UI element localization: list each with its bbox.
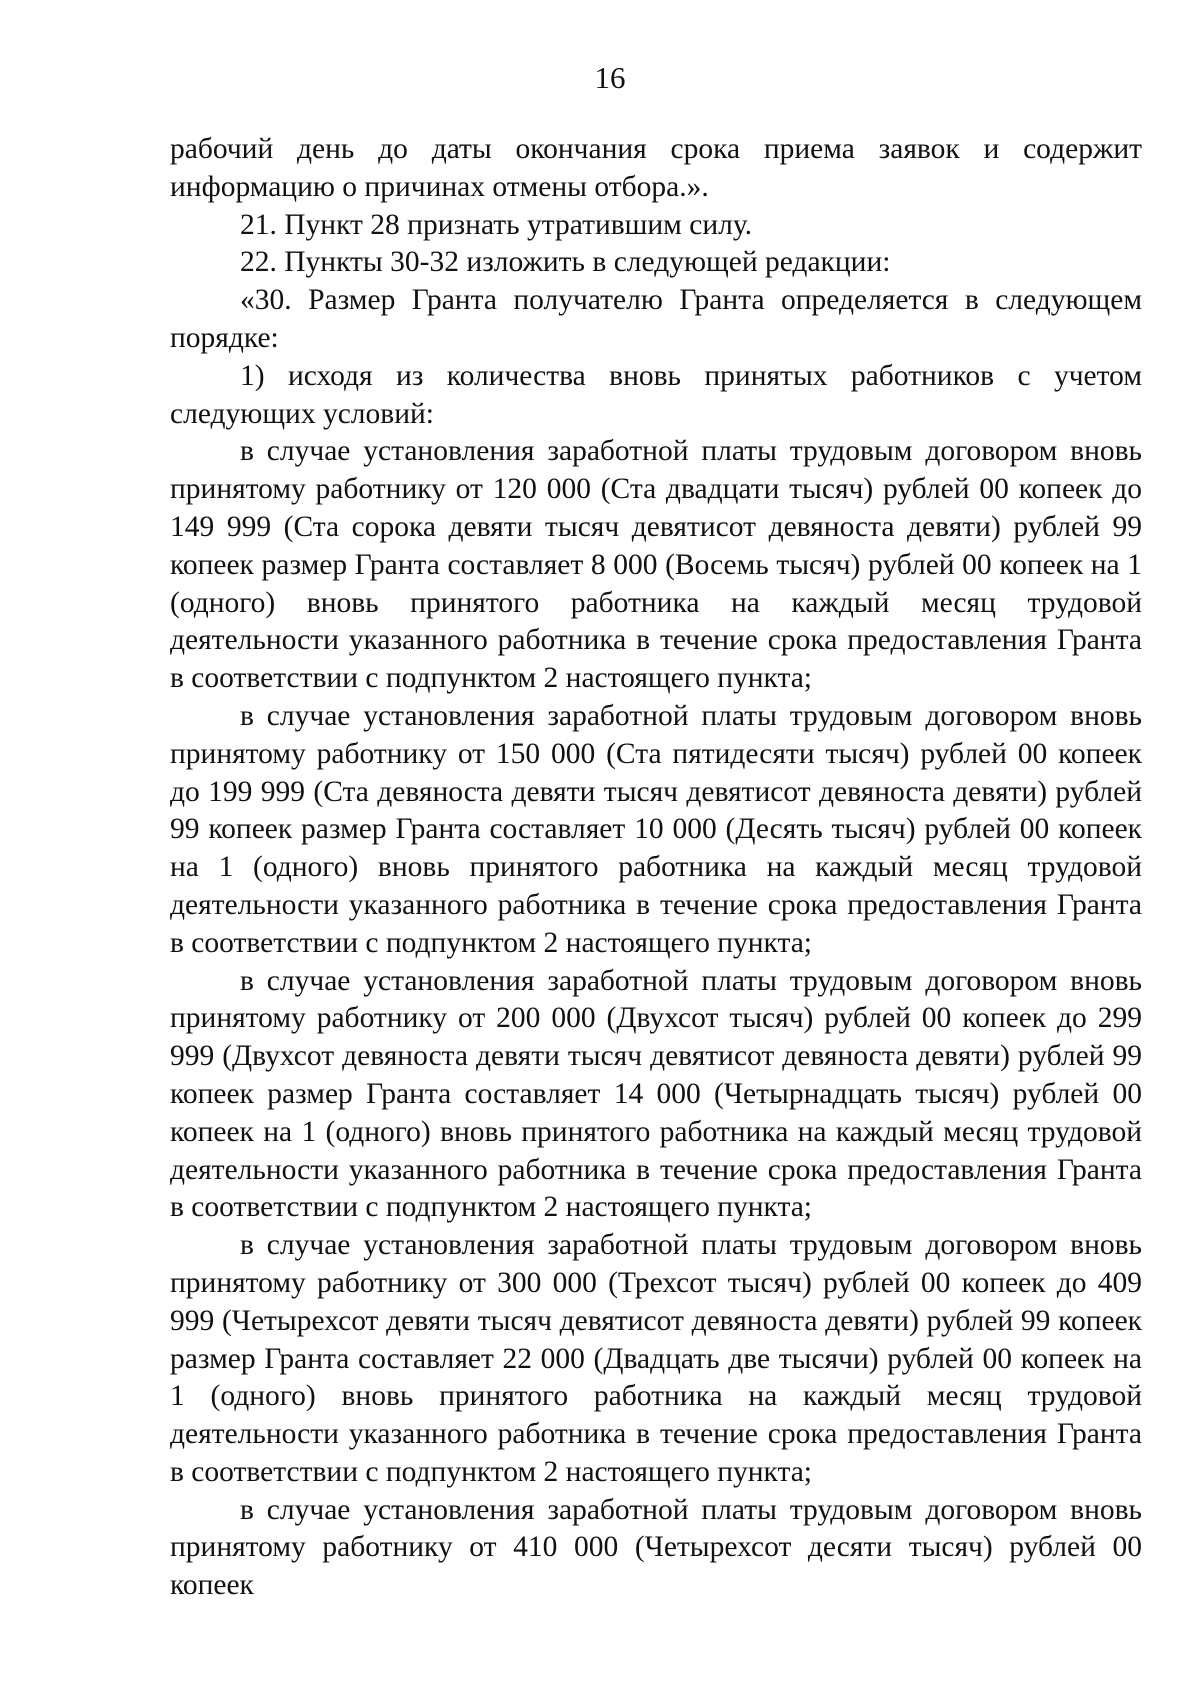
document-body	[170, 131, 1142, 1605]
page-number: 16	[594, 60, 626, 95]
paragraph-subpoint-1: 1) исходя из количества вновь принятых работников с учетом следующих условий:	[170, 359, 1142, 430]
paragraph-item-22: 22. Пункты 30-32 изложить в следующей редакции:	[240, 246, 891, 279]
paragraph-continuation: рабочий день до даты окончания срока приема заявок и содержит информацию о причинах отмены отбора.».	[170, 133, 1142, 203]
paragraph-item-21: 21. Пункт 28 признать утратившим силу.	[240, 208, 753, 241]
paragraph-point-30: «30. Размер Гранта получателю Гранта определяется в следующем порядке:	[170, 284, 1142, 354]
paragraph-case-410000: в случае установления заработной платы трудовым договором вновь принятому работнику от 410 000 (Четырехсот десяти тысяч) рублей 00 копеек	[170, 1493, 1142, 1602]
paragraph-case-200000: в случае установления заработной платы трудовым договором вновь принятому работнику от 200 000 (Двухсот тысяч) рублей 00 копеек до 299 999 (Двухсот девяноста девяти тысяч девятисот девяноста девяти) рублей 99 копеек размер Гранта составляет 14 000 (Четырнадцать тысяч) рублей 00 копеек на 1 (одного) вновь принятого работника на каждый месяц трудовой деятельности указанного работника в течение срока предоставления Гранта в соответствии с подпунктом 2 настоящего пункта;	[170, 964, 1142, 1224]
paragraph-case-300000: в случае установления заработной платы трудовым договором вновь принятому работнику от 300 000 (Трехсот тысяч) рублей 00 копеек до 409 999 (Четырехсот девяти тысяч девятисот девяноста девяти) рублей 99 копеек размер Гранта составляет 22 000 (Двадцать две тысячи) рублей 00 копеек на 1 (одного) вновь принятого работника на каждый месяц трудовой деятельности указанного работника в течение срока предоставления Гранта в соответствии с подпунктом 2 настоящего пункта;	[170, 1229, 1142, 1488]
paragraph-case-120000: в случае установления заработной платы трудовым договором вновь принятому работнику от 120 000 (Ста двадцати тысяч) рублей 00 копеек до 149 999 (Ста сорока девяти тысяч девятисот девяноста девяти) рублей 99 копеек размер Гранта составляет 8 000 (Восемь тысяч) рублей 00 копеек на 1 (одного) вновь принятого работника на каждый месяц трудовой деятельности указанного работника в течение срока предоставления Гранта в соответствии с подпунктом 2 настоящего пункта;	[170, 435, 1142, 695]
paragraph-case-150000: в случае установления заработной платы трудовым договором вновь принятому работнику от 150 000 (Ста пятидесяти тысяч) рублей 00 копеек до 199 999 (Ста девяноста девяти тысяч девятисот девяноста девяти) рублей 99 копеек размер Гранта составляет 10 000 (Десять тысяч) рублей 00 копеек на 1 (одного) вновь принятого работника на каждый месяц трудовой деятельности указанного работника в течение срока предоставления Гранта в соответствии с подпунктом 2 настоящего пункта;	[170, 699, 1142, 959]
